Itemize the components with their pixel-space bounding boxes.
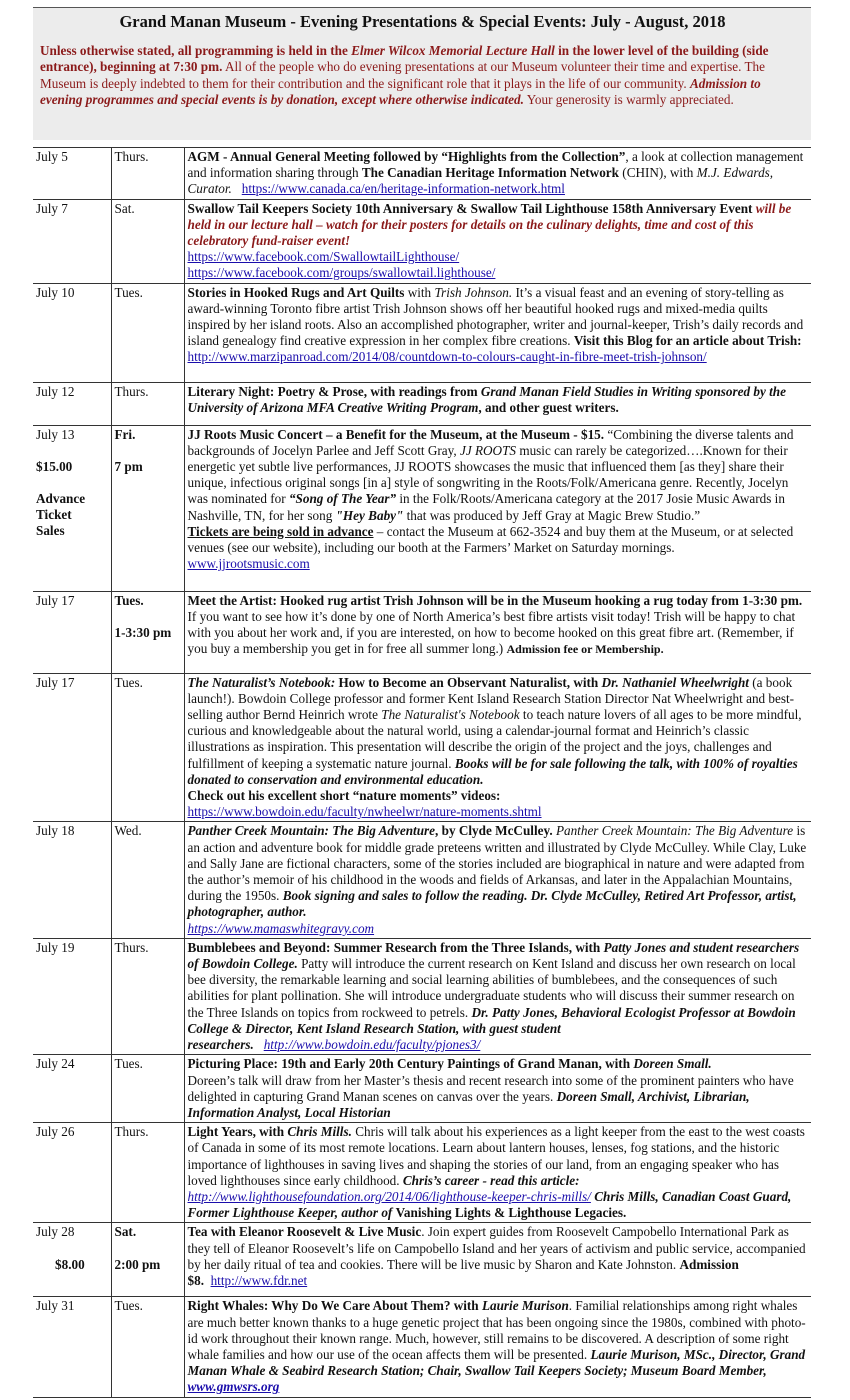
event-text: Chris’s career - read this article: xyxy=(402,1172,580,1188)
event-text: Chris will talk about his experiences as a light keeper from the east to the west coasts of Canada in some of its most remote locations. Learn about lantern houses, lenses, fog stations, and the historic importance of lighthouses in saving lives and shaping the stories of our land, from an engaging speaker who has loved lighthouses since early childhood. xyxy=(187,1124,805,1188)
day-cell: Thurs. xyxy=(111,1123,184,1223)
event-text: Vanishing Lights & Lighthouse Legacies. xyxy=(395,1205,627,1221)
time-text: 2:00 pm xyxy=(114,1256,161,1272)
event-link[interactable]: http://www.lighthousefoundation.org/2014/06/lighthouse-keeper-chris-mills/ xyxy=(187,1188,591,1204)
table-row xyxy=(33,938,811,1054)
event-title: Swallow Tail Keepers Society 10th Anniversary & Swallow Tail Lighthouse 158th Anniversary Event xyxy=(187,200,753,216)
event-text: Panther Creek Mountain: The Big Adventure xyxy=(552,823,794,839)
event-text: "Hey Baby" xyxy=(335,507,404,523)
event-text: with xyxy=(404,284,435,300)
event-cell xyxy=(184,1297,811,1397)
day-text: Sat. xyxy=(114,1224,137,1240)
event-title: Tea with Eleanor Roosevelt & Live Music xyxy=(187,1224,422,1240)
event-cell xyxy=(184,938,811,1054)
event-text: Grand Manan Field Studies in Writing sponsored by the University of Arizona MFA Creative Writing Program xyxy=(187,383,786,415)
event-text: Chris Mills. xyxy=(287,1124,352,1140)
date-cell: July 5 xyxy=(33,148,111,200)
date-note: Advance xyxy=(36,491,86,507)
event-text: . Familial relationships among right whales are much better known thanks to a huge genetic project that has been ongoing since the 1980s, combined with photo-id work throughout their known range. Much, however, still remains to be discovered. A description of some right whale families and how our use of the ocean affects them will be presented. xyxy=(187,1298,806,1362)
event-text: (a book launch!). Bowdoin College professor and former Kent Island Research Station Director Nat Wheelwright and best-selling author Bernd Heinrich wrote xyxy=(187,674,795,723)
time-text: 7 pm xyxy=(114,458,143,474)
event-text: music can rarely be categorized….Known for their energetic yet subtle live performances, JJ ROOTS showcases the music that influenced them [as they] share their unique, infectious original songs [in a] style of songwriting in the Roots/Folk/Americana genre. Recently, Jocelyn was nominated for xyxy=(187,442,789,507)
date-text: July 13 xyxy=(36,426,75,442)
page-title: Grand Manan Museum - Evening Presentations & Special Events: July - August, 2018 xyxy=(119,12,726,31)
table-row xyxy=(33,382,811,425)
event-link[interactable]: https://www.facebook.com/SwallowtailLighthouse/ xyxy=(187,249,460,265)
event-link[interactable]: http://www.fdr.net xyxy=(210,1272,308,1288)
date-note: Sales xyxy=(36,523,65,539)
event-link[interactable]: https://www.bowdoin.edu/faculty/nwheelwr/nature-moments.shtml xyxy=(187,804,542,820)
date-note: Ticket xyxy=(36,507,72,523)
intro-paragraph xyxy=(40,43,805,108)
event-cell xyxy=(184,199,811,283)
intro-e: Your generosity is warmly appreciated. xyxy=(523,91,734,107)
event-text: Doreen Small. xyxy=(633,1056,712,1072)
day-cell: Tues. xyxy=(111,1297,184,1397)
date-cell: July 24 xyxy=(33,1055,111,1123)
event-text: Admission $8. xyxy=(187,1256,739,1288)
event-link[interactable]: https://www.mamaswhitegravy.com xyxy=(187,920,375,936)
event-text: How to Become an Observant Naturalist, with xyxy=(335,674,602,690)
event-title: Picturing Place: 19th and Early 20th Century Paintings of Grand Manan, with xyxy=(187,1056,634,1072)
event-text: Laurie Murison, MSc., Director, Grand Manan Whale & Seabird Research Station; Chair, Swallow Tail Keepers Society; Museum Board Member, xyxy=(187,1346,806,1379)
day-cell xyxy=(111,425,184,591)
event-text: Tickets are being sold in advance xyxy=(187,523,374,539)
event-cell xyxy=(184,148,811,200)
event-link[interactable]: https://www.facebook.com/groups/swallowtail.lighthouse/ xyxy=(187,265,496,281)
time-text: 1-3:30 pm xyxy=(114,624,172,640)
event-title: Light Years, with xyxy=(187,1124,288,1140)
event-link[interactable]: http://www.bowdoin.edu/faculty/pjones3/ xyxy=(263,1037,481,1053)
event-cell xyxy=(184,591,811,673)
event-text: , by Clyde McCulley. xyxy=(435,823,553,839)
event-text: . Join expert guides from Roosevelt Campobello International Park as they tell of Eleanor Roosevelt’s life on Campobello Island and her years of activism and public service, accompanied by her daily ritual of tea and cookies. There will be live music by Sharon and Kate Johnston. xyxy=(187,1224,806,1272)
date-cell: July 17 xyxy=(33,591,111,673)
day-cell: Sat. xyxy=(111,199,184,283)
date-cell: July 31 xyxy=(33,1297,111,1397)
event-text: Books will be for sale following the talk, with 100% of royalties donated to conservation and environmental education. xyxy=(187,755,798,787)
day-cell xyxy=(111,591,184,673)
day-cell xyxy=(111,1223,184,1297)
event-cell xyxy=(184,425,811,591)
event-text: , a look at collection management and information sharing through xyxy=(187,149,804,181)
event-text: to teach nature lovers of all ages to be more mindful, curious and knowledgeable about the natural world, using a calendar-journal format and Heinrich’s classic illustrations as inspiration. This presentation will describe the origin of the project and the joys, challenges and fulfillment of keeping a systematic nature journal. xyxy=(187,707,802,771)
event-text: The Naturalist's Notebook xyxy=(381,707,520,723)
event-text: Dr. Patty Jones, Behavioral Ecologist Professor at Bowdoin College & Director, Kent Island Research Station, with guest student researchers. xyxy=(187,1004,796,1053)
table-row xyxy=(33,822,811,938)
event-title: JJ Roots Music Concert – a Benefit for the Museum, at the Museum - $15. xyxy=(187,426,605,442)
event-title: Stories in Hooked Rugs and Art Quilts xyxy=(187,284,405,300)
day-text: Tues. xyxy=(114,592,144,608)
table-row xyxy=(33,283,811,382)
event-title: Panther Creek Mountain: The Big Adventure xyxy=(187,823,436,839)
event-text: Dr. Nathaniel Wheelwright xyxy=(601,674,749,690)
event-text: Doreen Small, Archivist, Librarian, Information Analyst, Local Historian xyxy=(187,1088,750,1120)
event-text: Laurie Murison xyxy=(481,1298,569,1314)
event-text: in the Folk/Roots/Americana category at the 2017 Josie Music Awards in Nashville, TN, for her song xyxy=(187,491,785,523)
date-cell: July 10 xyxy=(33,283,111,382)
event-text: Admission fee or Membership. xyxy=(506,642,664,657)
intro-b: in the lower level of the building (side entrance), beginning at 7:30 pm. xyxy=(40,43,769,75)
event-text: Chris Mills, Canadian Coast Guard, Former Lighthouse Keeper, author of xyxy=(187,1188,792,1221)
event-cell xyxy=(184,822,811,938)
event-text: , and other guest writers. xyxy=(478,399,619,415)
table-row xyxy=(33,1297,811,1397)
date-text: July 28 xyxy=(36,1224,75,1240)
event-text: (CHIN), with xyxy=(619,165,697,181)
date-cell xyxy=(33,425,111,591)
price-text: $15.00 xyxy=(36,458,73,474)
date-cell: July 17 xyxy=(33,673,111,822)
day-cell: Tues. xyxy=(111,1055,184,1123)
event-text: The Canadian Heritage Information Network xyxy=(361,165,619,181)
day-cell: Thurs. xyxy=(111,148,184,200)
intro-a: Unless otherwise stated, all programming is held in the xyxy=(40,43,352,58)
date-cell xyxy=(33,1223,111,1297)
event-text: Patty will introduce the current research on Kent Island and discuss her own research on local bee diversity, the remarkable learning and social learning abilities of bumblebees, and the consequences of such abilities for plant pollination. She will introduce undergraduate students who will discuss their summer research on the Three Islands on topics from rockweed to petrels. xyxy=(187,956,796,1020)
event-title: AGM - Annual General Meeting followed by “Highlights from the Collection” xyxy=(187,149,626,164)
day-cell: Thurs. xyxy=(111,382,184,425)
intro-d: Admission to evening programmes and special events is by donation, except where otherwise indicated. xyxy=(40,75,761,107)
event-link[interactable]: www.gmwsrs.org xyxy=(187,1379,280,1395)
event-text: “Combining the diverse talents and backgrounds of Jocelyn Parlee and Jeff Scott Gray, xyxy=(187,426,794,458)
event-text: M.J. Edwards, Curator. xyxy=(187,165,774,197)
event-text: If you want to see how it’s done by one of North America’s best fibre artists visit today! Trish will be happy to chat with you about her work and, if you are interested, on how to become hooked on this great fibre art. (Remember, if you buy a membership you get in for free all summer long.) xyxy=(187,608,796,657)
event-title: Literary Night: Poetry & Prose, with readings from xyxy=(187,383,481,399)
event-text: Doreen’s talk will draw from her Master’s thesis and recent research into some of the prominent painters who have delighted in capturing Grand Manan scenes on canvas over the years. xyxy=(187,1072,794,1104)
day-cell: Tues. xyxy=(111,673,184,822)
event-cell xyxy=(184,1223,811,1297)
schedule-table xyxy=(33,147,811,1398)
event-cell xyxy=(184,1055,811,1123)
event-link[interactable]: www.jjrootsmusic.com xyxy=(187,556,310,572)
day-cell: Thurs. xyxy=(111,938,184,1054)
table-row xyxy=(33,1123,811,1223)
table-row xyxy=(33,591,811,673)
table-row xyxy=(33,148,811,200)
date-cell: July 19 xyxy=(33,938,111,1054)
event-text: JJ ROOTS xyxy=(459,442,517,458)
event-text: that was produced by Jeff Gray at Magic Brew Studio.” xyxy=(403,507,701,523)
event-text: Trish Johnson. xyxy=(434,284,513,300)
day-text: Fri. xyxy=(114,426,136,442)
table-row xyxy=(33,1223,811,1297)
table-row xyxy=(33,425,811,591)
event-cell xyxy=(184,1123,811,1223)
date-cell: July 12 xyxy=(33,382,111,425)
event-link[interactable]: http://www.marzipanroad.com/2014/08/countdown-to-colours-caught-in-fibre-meet-trish-johnson/ xyxy=(187,349,707,365)
event-link[interactable]: https://www.canada.ca/en/heritage-information-network.html xyxy=(241,181,565,197)
event-cell xyxy=(184,382,811,425)
event-title: The Naturalist’s Notebook: xyxy=(187,674,336,690)
event-text: Check out his excellent short “nature moments” videos: xyxy=(187,788,501,804)
event-text: is an action and adventure book for middle grade preteens written and illustrated by Clyde McCulley. While Clay, Luke and Sally Jane are fictional characters, some of the stories included are biographical in nature and were adapted from the author’s memoir of his childhood in the woods and fields of Arkansas, and later in the Appalachian Mountains, during the 1950s. xyxy=(187,823,807,904)
event-cell xyxy=(184,673,811,822)
event-text: – contact the Museum at 662-3524 and buy them at the Museum, or at selected venues (see our website), including our booth at the Farmers’ Market on Saturday mornings. xyxy=(187,523,794,556)
table-row xyxy=(33,673,811,822)
event-text: will be held in our lecture hall – watch for their posters for details on the culinary delights, time and cost of this celebratory fund-raiser event! xyxy=(187,200,792,249)
event-title: Meet the Artist: Hooked rug artist Trish Johnson will be in the Museum hooking a rug today from 1-3:30 pm. xyxy=(187,592,803,608)
day-cell: Wed. xyxy=(111,822,184,938)
event-text: Visit this Blog for an article about Trish: xyxy=(573,333,802,349)
event-title: Right Whales: Why Do We Care About Them? with xyxy=(187,1298,482,1314)
event-text: “Song of The Year” xyxy=(288,491,397,507)
date-cell: July 26 xyxy=(33,1123,111,1223)
date-cell: July 7 xyxy=(33,199,111,283)
table-row xyxy=(33,1055,811,1123)
table-row xyxy=(33,199,811,283)
event-text: It’s a visual feast and an evening of story-telling as award-winning Toronto fibre artist Trish Johnson shows off her beautiful hooked rugs and mixed-media quilts inspired by her island roots. Also an accomplished photographer, writer and journal-keeper, Trish’s daily records and island genealogy find creative expression in her complex fibre creations. xyxy=(187,284,804,349)
header-box xyxy=(33,7,811,140)
date-cell: July 18 xyxy=(33,822,111,938)
event-text: Patty Jones and student researchers of Bowdoin College. xyxy=(187,939,800,972)
price-text: $8.00 xyxy=(55,1256,85,1272)
event-cell xyxy=(184,283,811,382)
intro-hall: Elmer Wilcox Memorial Lecture Hall xyxy=(351,43,555,58)
intro-c: All of the people who do evening presentations at our Museum volunteer their time and expertise. The Museum is deeply indebted to them for their contribution and the significant role that it plays in the life of our community. xyxy=(40,59,765,91)
event-title: Bumblebees and Beyond: Summer Research from the Three Islands, with xyxy=(187,939,604,955)
event-text: Book signing and sales to follow the reading. Dr. Clyde McCulley, Retired Art Professor, artist, photographer, author. xyxy=(187,888,797,920)
day-cell: Tues. xyxy=(111,283,184,382)
